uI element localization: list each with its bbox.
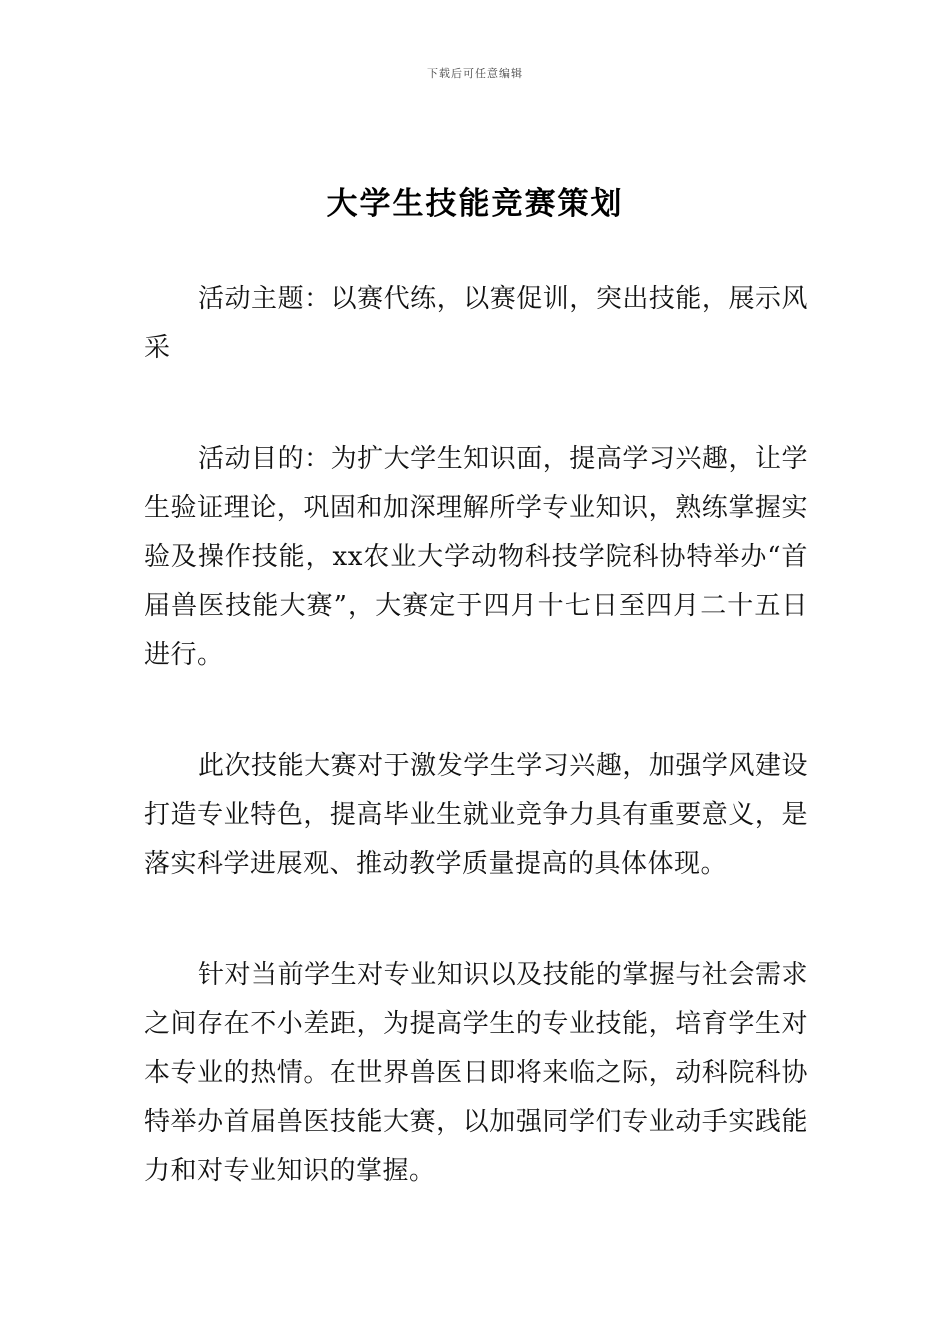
header-note: 下载后可任意编辑 — [427, 67, 523, 80]
paragraph-purpose: 活动目的：为扩大学生知识面，提高学习兴趣，让学生验证理论，巩固和加深理解所学专业知识，熟练掌握实验及操作技能，xx农业大学动物科技学院科协特举办“首届兽医技能大赛”，大赛定于四月十七日至四月二十五日进行。 — [144, 444, 808, 670]
paragraph-background: 针对当前学生对专业知识以及技能的掌握与社会需求之间存在不小差距，为提高学生的专业技能，培育学生对本专业的热情。在世界兽医日即将来临之际，动科院科协特举办首届兽医技能大赛，以加强同学们专业动手实践能力和对专业知识的掌握。 — [144, 960, 808, 1186]
paragraph-theme: 活动主题：以赛代练，以赛促训，突出技能，展示风采 — [144, 284, 808, 363]
paragraph-significance: 此次技能大赛对于激发学生学习兴趣，加强学风建设打造专业特色，提高毕业生就业竞争力具有重要意义，是落实科学进展观、推动教学质量提高的具体体现。 — [144, 751, 808, 879]
document-body — [144, 275, 808, 1258]
document-title: 大学生技能竞赛策划 — [326, 186, 624, 222]
